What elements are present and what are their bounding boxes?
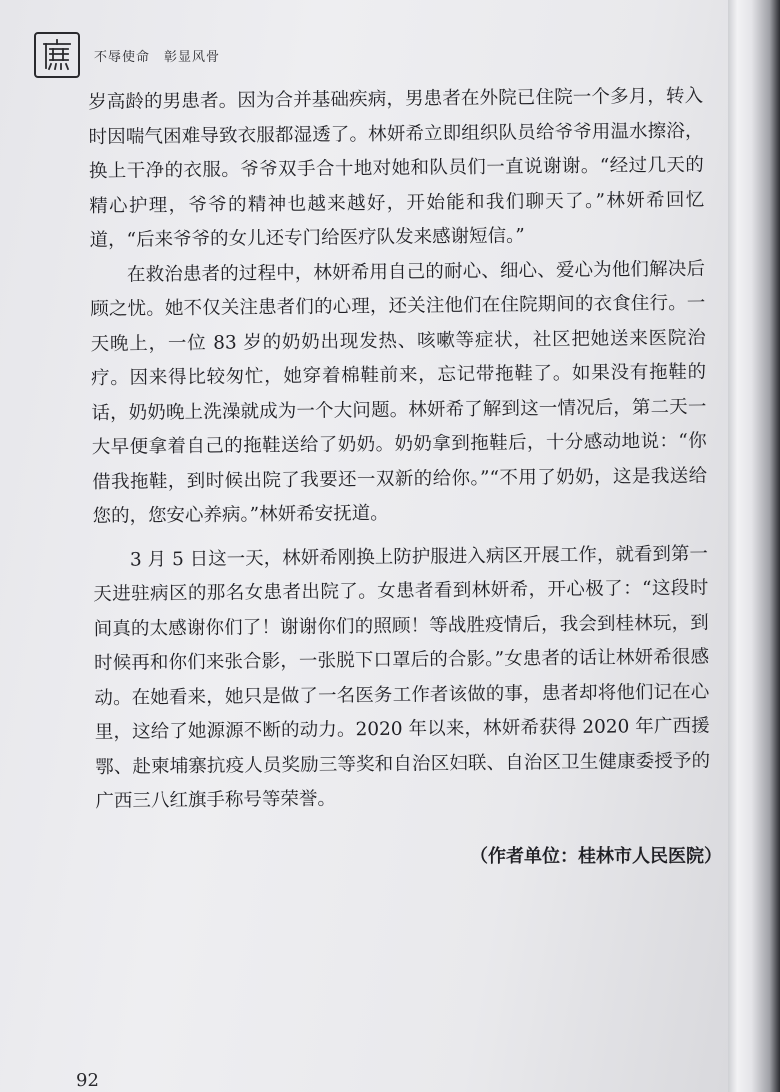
page-header: [34, 32, 220, 78]
author-affiliation: （作者单位：桂林市人民医院）: [470, 846, 722, 867]
page-number: 92: [76, 1070, 99, 1091]
article-body: [88, 80, 711, 820]
paragraph: 3 月 5 日这一天，林妍希刚换上防护服进入病区开展工作，就看到第一天进驻病区的那名女患者出院了。女患者看到林妍希，开心极了：“这段时间真的太感谢你们了！谢谢你们的照顾！等战胜疫情后，我会到桂林玩，到时候再和你们来张合影，一张脱下口罩后的合影。”女患者的话让林妍希很感动。在她看来，她只是做了一名医务工作者该做的事，患者却将他们记在心里，这给了她源源不断的动力。2020 年以来，林妍希获得 2020 年广西援鄂、赴柬埔寨抗疫人员奖励三等奖和自治区妇联、自治区卫生健康委授予的广西三八红旗手称号等荣誉。: [93, 543, 711, 812]
section-title: 不辱使命 彰显风骨: [94, 49, 221, 65]
seal-stamp-icon: [34, 32, 80, 78]
book-spine-edge: [728, 0, 780, 1092]
paragraph-continued: 岁高龄的男患者。因为合并基础疾病，男患者在外院已住院一个多月，转入时因喘气困难导致衣服都湿透了。林妍希立即组织队员给爷爷用温水擦浴，换上干净的衣服。爷爷双手合十地对她和队员们一直说谢谢。“经过几天的精心护理，爷爷的精神也越来越好，开始能和我们聊天了。”林妍希回忆道，“后来爷爷的女儿还专门给医疗队发来感谢短信。”: [88, 85, 705, 251]
paragraph: 在救治患者的过程中，林妍希用自己的耐心、细心、爱心为他们解决后顾之忧。她不仅关注患者们的心理，还关注他们在住院期间的衣食住行。一天晚上，一位 83 岁的奶奶出现发热、咳嗽等症状，社区把她送来医院治疗。因来得比较匆忙，她穿着棉鞋前来，忘记带拖鞋了。如果没有拖鞋的话，奶奶晚上洗澡就成为一个大问题。林妍希了解到这一情况后，第二天一大早便拿着自己的拖鞋送给了奶奶。奶奶拿到拖鞋后，十分感动地说：“你借我拖鞋，到时候出院了我要还一双新的给你。”“不用了奶奶，这是我送给您的，您安心养病。”林妍希安抚道。: [90, 258, 708, 527]
